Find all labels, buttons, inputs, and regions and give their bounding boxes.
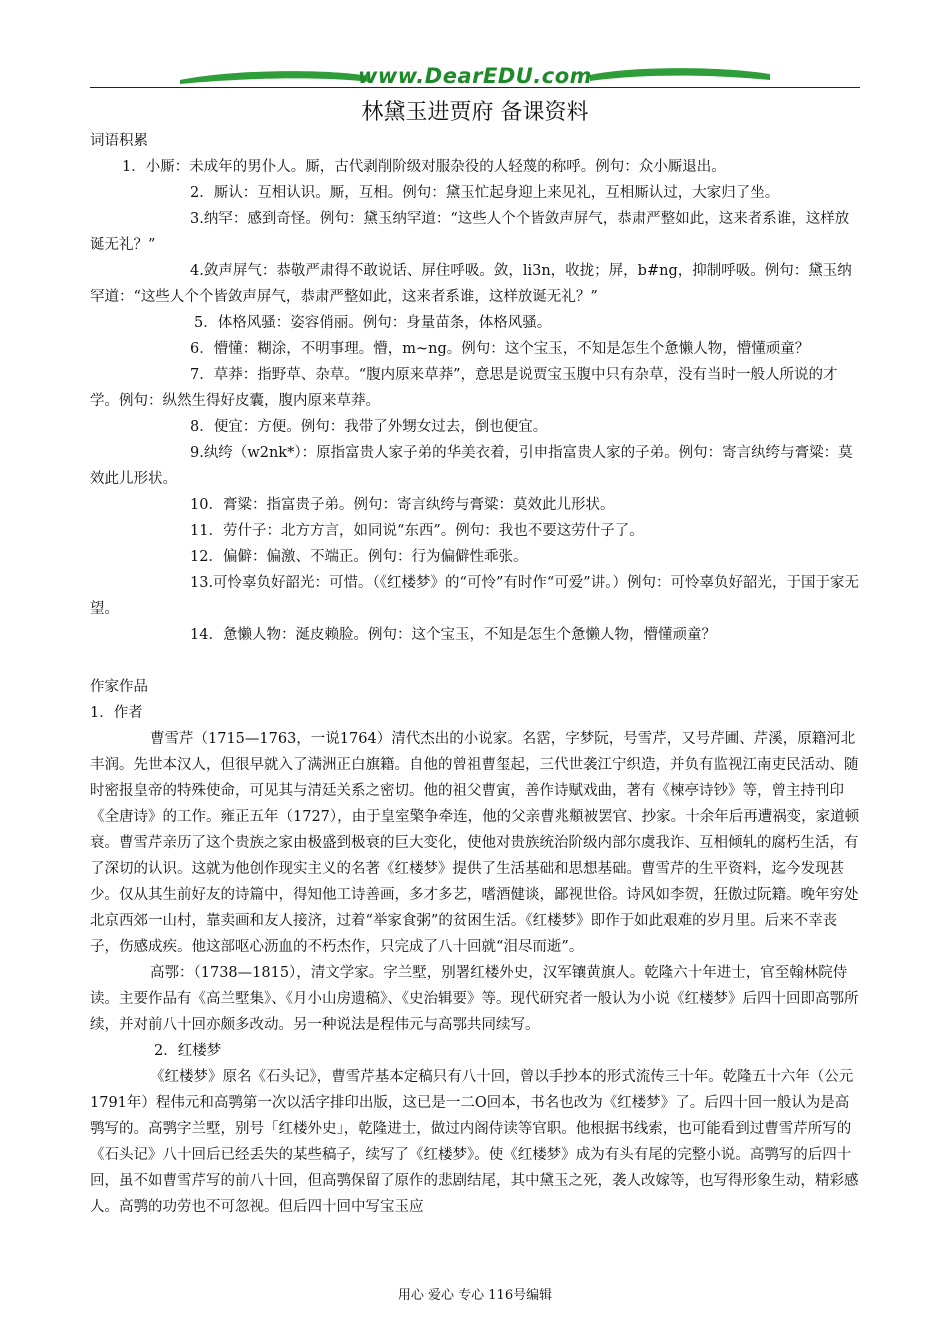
vocab-item: 13.可怜辜负好韶光：可惜。（《红楼梦》的“可怜”有时作“可爱”讲。）例句：可怜辜负好韶光，于国于家无望。: [90, 575, 859, 617]
vocab-item: 5．体格风骚：姿容俏丽。例句：身量苗条，体格风骚。: [194, 315, 552, 331]
document-body: [90, 128, 860, 1220]
vocab-item: 6．懵懂：糊涂，不明事理。懵，m~ng。例句：这个宝玉，不知是怎生个惫懒人物，懵懂顽童？: [190, 341, 810, 357]
vocab-item: 12．偏僻：偏激、不端正。例句：行为偏僻性乖张。: [190, 549, 528, 565]
vocab-item: 4.敛声屏气：恭敬严肃得不敢说话、屏住呼吸。敛，li3n，收拢；屏，b#ng，抑制呼吸。例句：黛玉纳罕道：“这些人个个皆敛声屏气，恭肃严整如此，这来者系谁，这样放诞无礼？”: [90, 263, 852, 305]
vocab-item: 3.纳罕：感到奇怪。例句：黛玉纳罕道：“这些人个个皆敛声屏气，恭肃严整如此，这来者系谁，这样放诞无礼？”: [90, 211, 850, 253]
novel-paragraph: 《红楼梦》原名《石头记》，曹雪芹基本定稿只有八十回，曾以手抄本的形式流传三十年。乾隆五十六年（公元1791年）程伟元和高鹗第一次以活字排印出版，这已是一二O回本，书名也改为《红楼梦》了。后四十回一般认为是高鹗写的。高鹗字兰墅，别号「红楼外史」，乾隆进士，做过内阁侍读等官职。他根据书线索，也可能看到过曹雪芹所写的《石头记》八十回后已经丢失的某些稿子，续写了《红楼梦》。使《红楼梦》成为有头有尾的完整小说。高鹗写的后四十回，虽不如曹雪芹写的前八十回，但高鹗保留了原作的悲剧结尾，其中黛玉之死，袭人改嫁等，也写得形象生动，精彩感人。高鹗的功劳也不可忽视。但后四十回中写宝玉应: [90, 1069, 859, 1215]
vocab-item: 8．便宜：方便。例句：我带了外甥女过去，倒也便宜。: [190, 419, 548, 435]
vocab-item: 1．小厮：未成年的男仆人。厮，古代剥削阶级对服杂役的人轻蔑的称呼。例句：众小厮退出。: [122, 159, 726, 175]
page-footer: 用心 爱心 专心 116号编辑: [397, 1288, 553, 1303]
vocab-item: 10．膏粱：指富贵子弟。例句：寄言纨绔与膏粱：莫效此儿形状。: [190, 497, 615, 513]
vocab-item: 7．草莽：指野草、杂草。“腹内原来草莽”，意思是说贾宝玉腹中只有杂草，没有当时一般人所说的才学。例句：纵然生得好皮囊，腹内原来草莽。: [90, 367, 838, 409]
novel-heading: 2．红楼梦: [154, 1043, 222, 1059]
author-paragraph: 曹雪芹（1715—1763，一说1764）清代杰出的小说家。名霑，字梦阮，号雪芹，又号芹圃、芹溪，原籍河北丰润。先世本汉人，但很早就入了满洲正白旗籍。自他的曾祖曹玺起，三代世袭江宁织造，并负有监视江南吏民活动、随时密报皇帝的特殊使命，可见其与清廷关系之密切。他的祖父曹寅，善作诗赋戏曲，著有《楝亭诗钞》等，曾主持刊印《全唐诗》的工作。雍正五年（1727），由于皇室檠争牵连，他的父亲曹兆頫被罢官、抄家。十余年后再遭祸变，家道顿衰。曹雪芹亲历了这个贵族之家由极盛到极衰的巨大变化，使他对贵族统治阶级内部尔虞我诈、互相倾轧的腐朽生活，有了深切的认识。这就为他创作现实主义的名著《红楼梦》提供了生活基础和思想基础。曹雪芹的生平资料，迄今发现甚少。仅从其生前好友的诗篇中，得知他工诗善画，多才多艺，嗜酒健谈，鄙视世俗。诗风如李贺，狂傲过阮籍。晚年穷处北京西郊一山村，靠卖画和友人接济，过着“举家食粥”的贫困生活。《红楼梦》即作于如此艰难的岁月里。后来不幸丧子，伤感成疾。他这部呕心沥血的不朽杰作，只完成了八十回就“泪尽而逝”。: [90, 731, 860, 955]
vocab-item: 2．厮认：互相认识。厮，互相。例句：黛玉忙起身迎上来见礼，互相厮认过，大家归了坐。: [190, 185, 780, 201]
logo-text[interactable]: www.DearEDU.com: [357, 64, 593, 88]
page-title: 林黛玉进贾府 备课资料: [361, 100, 589, 125]
vocab-heading: 词语积累: [90, 133, 148, 149]
works-heading: 作家作品: [90, 679, 148, 695]
vocab-item: 11．劳什子：北方方言，如同说“东西”。例句：我也不要这劳什子了。: [190, 523, 644, 539]
author-paragraph: 高鄂：（1738—1815），清文学家。字兰墅，别署红楼外史，汉军镶黄旗人。乾隆六十年进士，官至翰林院侍读。主要作品有《高兰墅集》、《月小山房遗稿》、《史治辑要》等。现代研究者一般认为小说《红楼梦》后四十回即高鄂所续，并对前八十回亦颇多改动。另一种说法是程伟元与高鄂共同续写。: [90, 965, 859, 1033]
author-heading: 1．作者: [90, 705, 143, 721]
header-logo: [170, 62, 780, 90]
spacer: [90, 648, 860, 674]
vocab-item: 9.纨绔（w2nk*）：原指富贵人家子弟的华美衣着，引申指富贵人家的子弟。例句：寄言纨绔与膏粱：莫效此儿形状。: [90, 445, 853, 487]
vocab-item: 14．惫懒人物：涎皮赖脸。例句：这个宝玉，不知是怎生个惫懒人物，懵懂顽童？: [190, 627, 716, 643]
header-divider: [90, 87, 860, 88]
